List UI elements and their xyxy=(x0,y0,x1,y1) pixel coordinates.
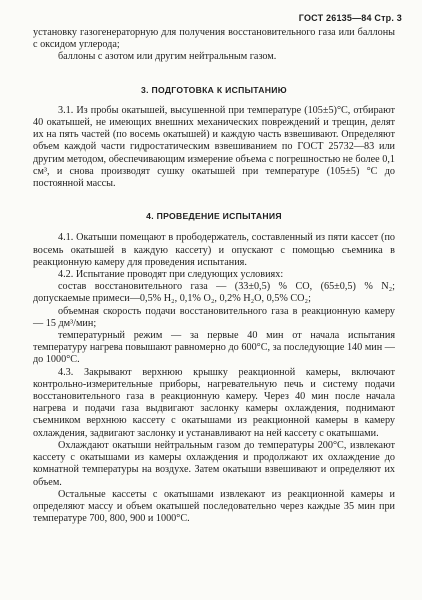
intro-paragraph-2: баллоны с азотом или другим нейтральным газом. xyxy=(58,51,277,63)
page-header: ГОСТ 26135—84 Стр. 3 xyxy=(298,13,402,23)
section-4-paragraph-6: 4.3. Закрывают верхнюю крышку реакционной камеры, включают контрольно-измерительные приборы, нагревательную печь и систему подачи восстановительного газа в реакционную камеру. Через 40 мин после начала нагрева и подачи газа выдвигают заслонку камеры охлаждения, поднимают съемником верхнюю кассету с окатышами из реакционной камеры в камеру охлаждения, задвигают заслонку и устанавливают на ней кассету с окатышами. xyxy=(33,366,395,439)
section-4-paragraph-7: Охлаждают окатыши нейтральным газом до температуры 200°С, извлекают кассету с окатышами из камеры охлаждения и продолжают их охлаждение до комнатной температуры на воздухе. Затем окатыши взвешивают и определяют их объем. xyxy=(33,439,395,488)
page-content xyxy=(33,27,395,525)
section-4-paragraph-1: 4.1. Окатыши помещают в прободержатель, составленный из пяти кассет (по восемь окатышей в каждую кассету) и опускают с помощью съемника в реакционную камеру для проведения испытания. xyxy=(33,232,395,268)
section-4-paragraph-5: температурный режим — за первые 40 мин от начала испытания температуру нагрева повышают равномерно до 600°С, за последующие 140 мин — до 1000°С. xyxy=(33,330,395,366)
intro-paragraph-1: установку газогенераторную для получения восстановительного газа или баллоны с оксидом углерода; xyxy=(33,27,395,51)
section-4-paragraph-3: состав восстановительного газа — (33±0,5) % СО, (65±0,5) % N₂; допускаемые примеси—0,5% Н₂, 0,1% О₂, 0,2% Н₂О, 0,5% СО₂; xyxy=(33,281,395,305)
section-4-paragraph-8: Остальные кассеты с окатышами извлекают из реакционной камеры и определяют массу и объем окатышей последовательно через каждые 35 мин при температуре 700, 800, 900 и 1000°С. xyxy=(33,488,395,525)
section-4-paragraph-2: 4.2. Испытание проводят при следующих условиях: xyxy=(58,269,284,281)
section-3-title: 3. ПОДГОТОВКА К ИСПЫТАНИЮ xyxy=(141,84,287,95)
section-4-paragraph-4: объемная скорость подачи восстановительного газа в реакционную камеру — 15 дм³/мин; xyxy=(33,305,395,329)
section-4-title: 4. ПРОВЕДЕНИЕ ИСПЫТАНИЯ xyxy=(146,211,282,222)
section-3-paragraph-1: 3.1. Из пробы окатышей, высушенной при температуре (105±5)°С, отбирают 40 окатышей, не имеющих внешних механических повреждений и трещин, делят их на пять частей (по восемь окатышей) и каждую часть взвешивают. Определяют объем каждой части гидростатическим взвешиванием по ГОСТ 25732—83 или другим методом, обеспечивающим измерение объема с погрешностью не более 0,1 см³, и снова производят сушку окатышей при температуре (105±5) °С до постоянной массы. xyxy=(33,104,395,190)
